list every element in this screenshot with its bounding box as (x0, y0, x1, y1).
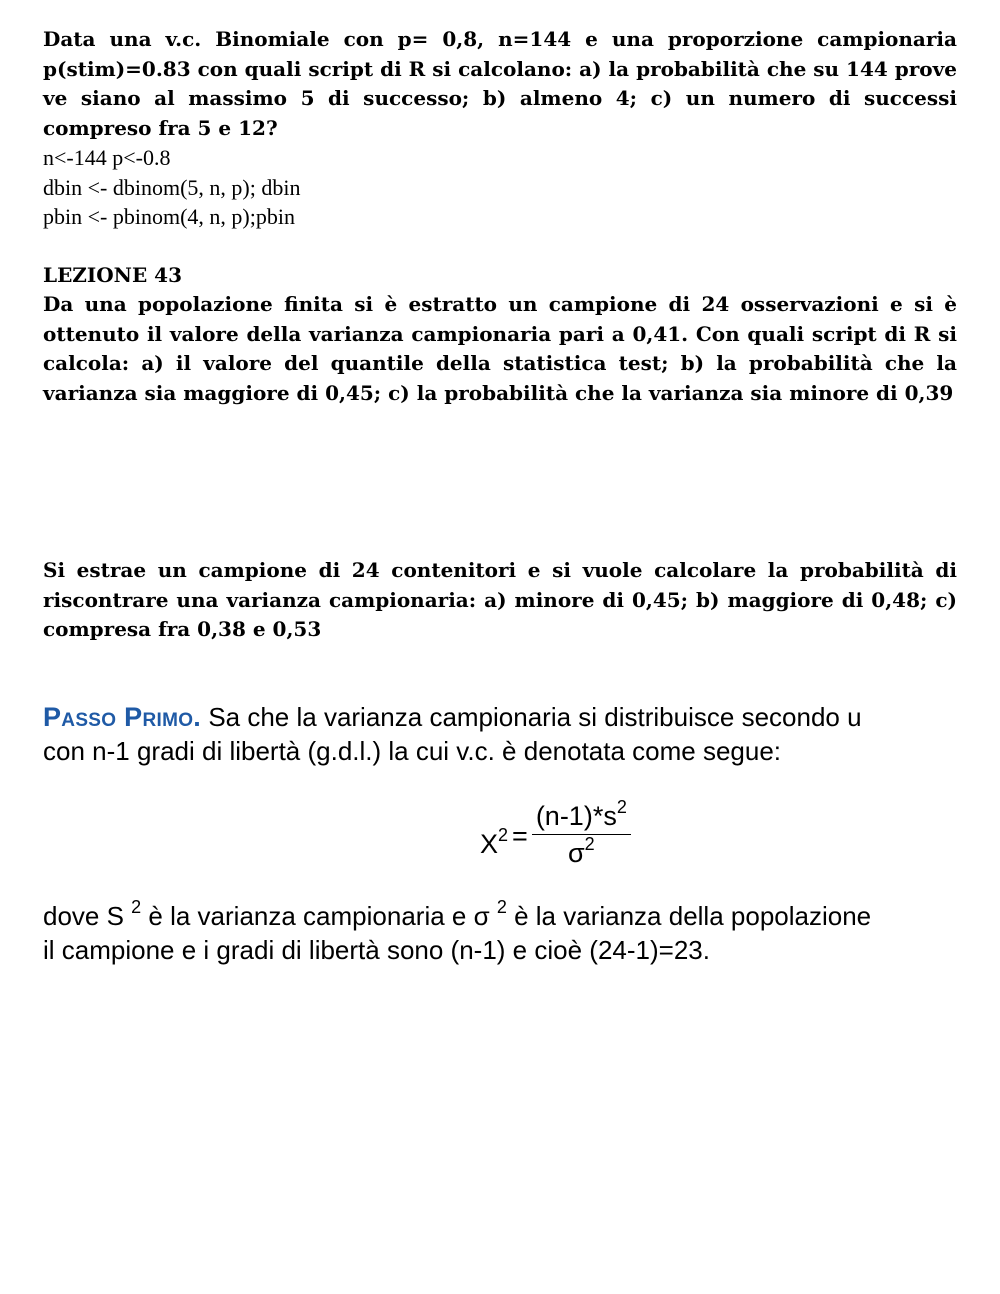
step-one-section (43, 700, 961, 768)
explanation-line-1: dove S $^2$ è la varianza campionaria e σ $^2$ è la varianza della popolazione (43, 899, 872, 931)
formula-numerator: $(n-1)*s^2$ (532, 800, 631, 835)
step-line-2: con n-1 gradi di libertà (g.d.l.) la cui v.c. è denotata come segue: (43, 736, 782, 766)
question-binomial: Data una v.c. Binomiale con p= 0,8, n=144 e una proporzione campionaria p(stim)=0.83 con quali script di R si calcolano: a) la probabilità che su 144 prove ve siano al massimo 5 di successo; b) almeno 4; c) un numero di successi compreso fra 5 e 12? (43, 27, 957, 140)
chi-square-formula (480, 797, 631, 871)
formula-lhs: $X^2$ (480, 825, 509, 859)
explanation-line-2: il campione e i gradi di libertà sono (n-1) e cioè (24-1)=23. (43, 935, 710, 965)
code-line-1: n<-144 p<-0.8 (43, 145, 171, 170)
code-line-3: pbin <- pbinom(4, n, p);pbin (43, 204, 295, 229)
formula-denominator: $\sigma^2$ (567, 834, 595, 868)
lesson-title: LEZIONE 43 (43, 263, 183, 287)
step-label: Passo Primo. (43, 702, 202, 732)
formula-explanation (43, 899, 961, 967)
code-line-2: dbin <- dbinom(5, n, p); dbin (43, 174, 301, 200)
r-code-block (43, 143, 957, 232)
step-line-1 (43, 700, 961, 734)
question-containers-sample: Si estrae un campione di 24 contenitori e si vuole calcolare la probabilità di riscontrare una varianza campionaria: a) minore di 0,45; b) maggiore di 0,48; c) compresa fra 0,38 e 0,53 (43, 558, 957, 641)
formula-equals: = (512, 821, 528, 851)
formula-fraction (532, 797, 631, 871)
question-variance-finite-population: Da una popolazione finita si è estratto un campione di 24 osservazioni e si è ottenuto il valore della varianza campionaria pari a 0,41. Con quali script di R si calcola: a) il valore del quantile della statistica test; b) la probabilità che la varianza sia maggiore di 0,45; c) la probabilità che la varianza sia minore di 0,39 (43, 292, 957, 405)
step-text-1: Sa che la varianza campionaria si distribuisce secondo u (208, 702, 862, 732)
